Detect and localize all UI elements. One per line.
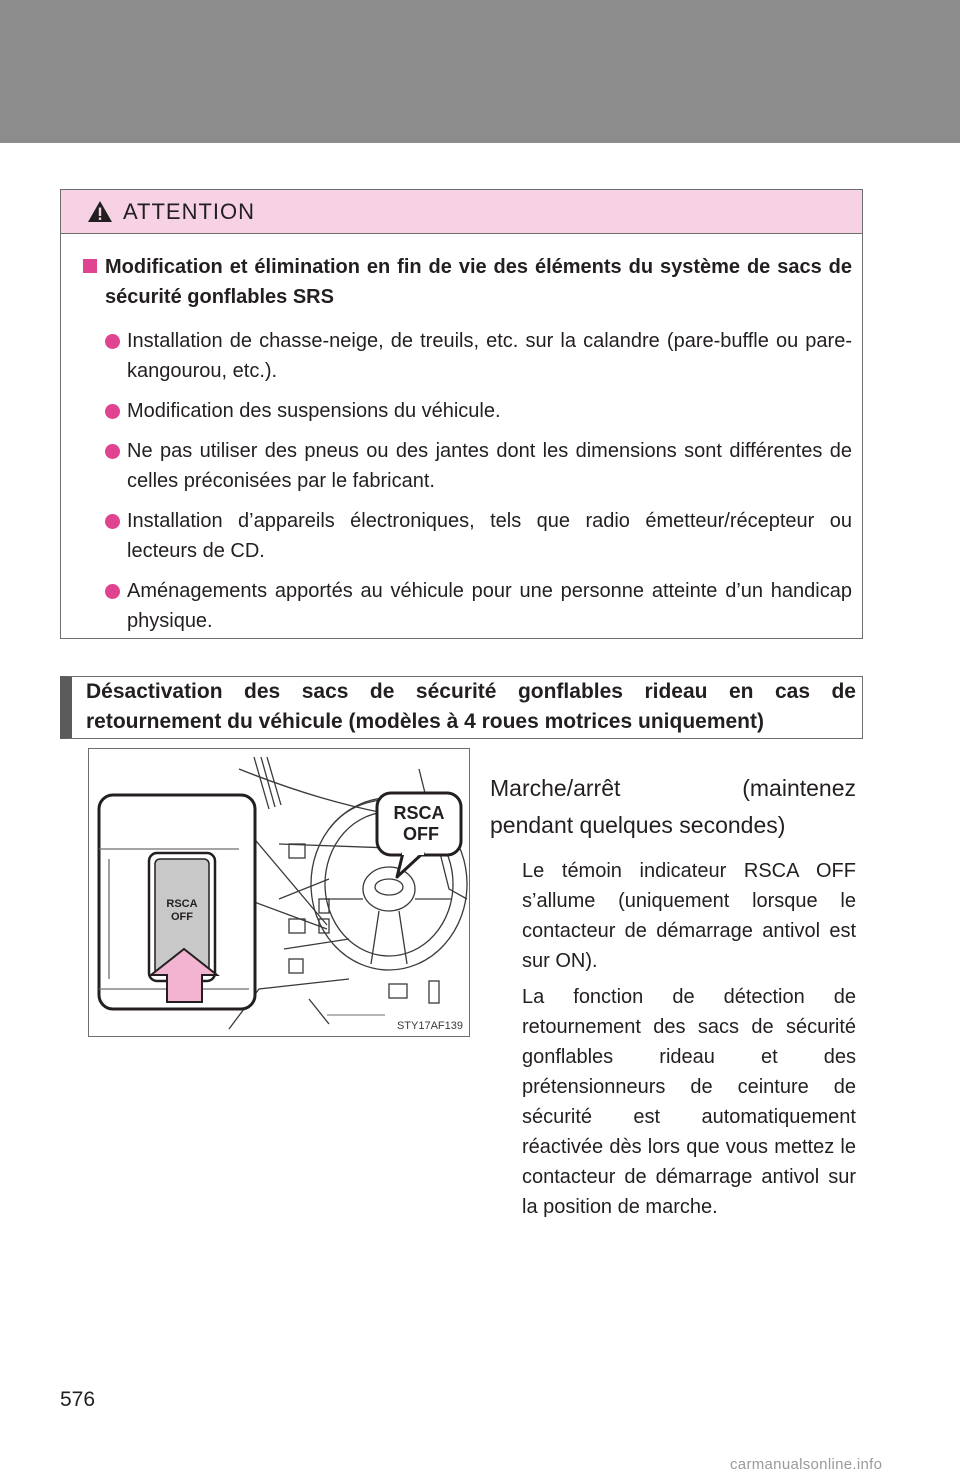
button-label-line1: RSCA bbox=[166, 898, 198, 910]
page-number: 576 bbox=[60, 1388, 96, 1411]
note-reactivation: La fonction de détection de retournement des sacs de sécurité gonflables rideau et des prétensionneurs de ceinture de sécurité est automatiquement réactivée dès lors que vous mettez le contacteur de démarrage antivol sur la position de marche. bbox=[522, 986, 856, 1218]
dashboard-illustration bbox=[88, 748, 470, 1037]
note-indicator: Le témoin indicateur RSCA OFF s’allume (uniquement lorsque le contacteur de démarrage antivol est sur ON). bbox=[522, 860, 856, 972]
watermark: carmanualsonline.info bbox=[730, 1456, 883, 1473]
circle-bullet-icon bbox=[105, 514, 120, 529]
callout-label-line2: OFF bbox=[403, 824, 439, 844]
callout-label-line1: RSCA bbox=[393, 803, 445, 823]
attention-title: ATTENTION bbox=[123, 198, 256, 224]
list-item: Installation de chasse-neige, de treuils, etc. sur la calandre (pare-buffle ou pare-kangourou, etc.). bbox=[83, 326, 852, 386]
circle-bullet-icon bbox=[105, 584, 120, 599]
attention-subheading: Modification et élimination en fin de vie des éléments du système de sacs de sécurité gonflables SRS bbox=[83, 252, 852, 312]
warning-icon bbox=[87, 200, 113, 223]
step-instruction bbox=[490, 770, 856, 844]
attention-box bbox=[60, 189, 863, 639]
circle-bullet-icon bbox=[105, 404, 120, 419]
list-item: Installation d’appareils électroniques, tels que radio émetteur/récepteur ou lecteurs de CD. bbox=[83, 506, 852, 566]
list-item: Modification des suspensions du véhicule. bbox=[83, 396, 852, 426]
step-line1: Marche/arrêt (maintenez bbox=[490, 775, 856, 801]
step-line2: pendant quelques secondes) bbox=[490, 812, 786, 838]
list-item: Ne pas utiliser des pneus ou des jantes dont les dimensions sont différentes de celles préconisées par le fabricant. bbox=[83, 436, 852, 496]
attention-header bbox=[61, 190, 862, 234]
section-heading-line2: retournement du véhicule (modèles à 4 roues motrices uniquement) bbox=[86, 710, 764, 733]
circle-bullet-icon bbox=[105, 444, 120, 459]
section-heading bbox=[60, 676, 863, 739]
header-band bbox=[0, 0, 960, 143]
button-label-line2: OFF bbox=[171, 911, 193, 923]
circle-bullet-icon bbox=[105, 334, 120, 349]
figure-code: STY17AF139 bbox=[396, 1020, 463, 1032]
section-heading-line1: Désactivation des sacs de sécurité gonflables rideau en cas de bbox=[86, 680, 856, 703]
square-bullet-icon bbox=[83, 259, 97, 273]
list-item: Aménagements apportés au véhicule pour une personne atteinte d’un handicap physique. bbox=[83, 576, 852, 636]
dashboard-drawing bbox=[89, 749, 469, 1036]
